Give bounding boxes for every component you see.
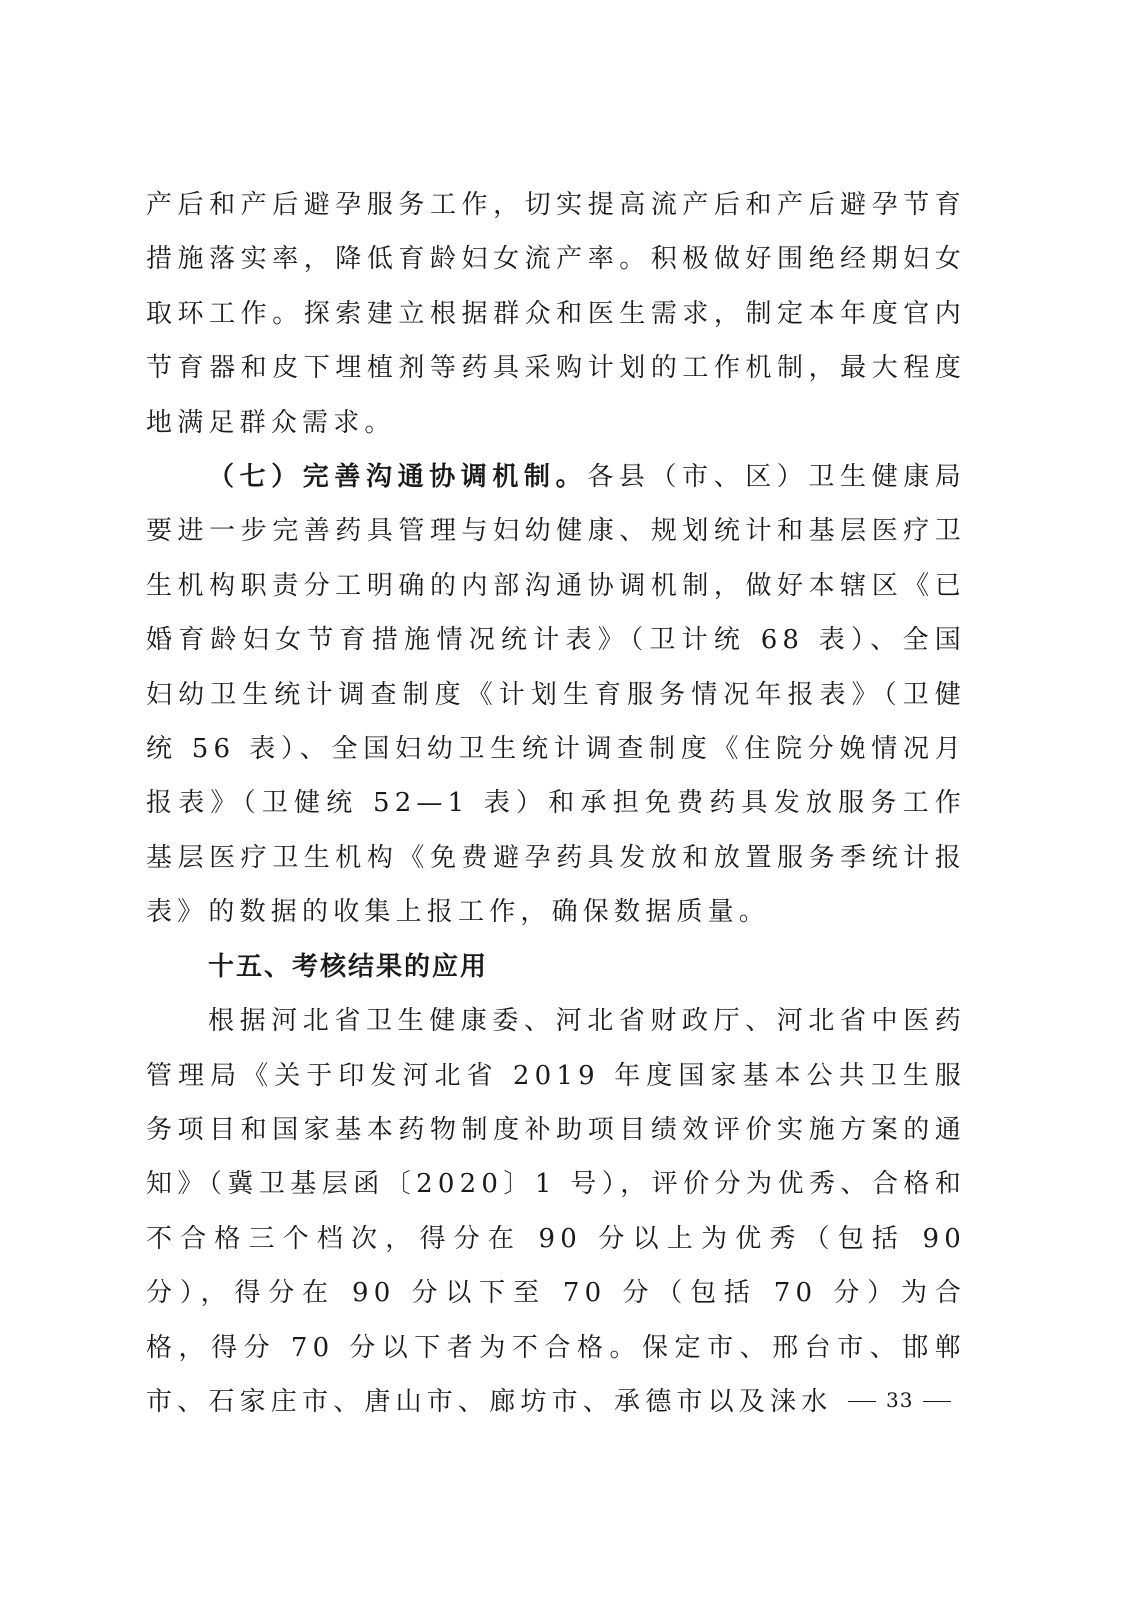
right-dash	[923, 1401, 951, 1403]
left-dash	[848, 1401, 876, 1403]
subsection-body: 各县（市、区）卫生健康局要进一步完善药具管理与妇幼健康、规划统计和基层医疗卫生机构职责分工明确的内部沟通协调机制，做好本辖区《已婚育龄妇女节育措施情况统计表》（卫计统 68 表）、全国妇幼卫生统计调查制度《计划生育服务情况年报表》（卫健统 56 表）、全国妇幼卫生统计调查制度《住院分娩情况月报表》（卫健统 52—1 表）和承担免费药具发放服务工作基层医疗卫生机构《免费避孕药具发放和放置服务季统计报表》的数据的收集上报工作，确保数据质量。	[146, 462, 966, 928]
subsection-title: （七）完善沟通协调机制。	[208, 462, 588, 493]
page-number-footer	[838, 1388, 961, 1412]
paragraph-continuation: 产后和产后避孕服务工作，切实提高流产后和产后避孕节育措施落实率，降低育龄妇女流产率。积极做好围绝经期妇女取环工作。探索建立根据群众和医生需求，制定本年度官内节育器和皮下埋植剂等药具采购计划的工作机制，最大程度地满足群众需求。	[146, 190, 966, 438]
page-number: 33	[886, 1388, 914, 1412]
paragraph-assessment-results: 根据河北省卫生健康委、河北省财政厅、河北省中医药管理局《关于印发河北省 2019 年度国家基本公共卫生服务项目和国家基本药物制度补助项目绩效评价实施方案的通知》（冀卫基层函〔2020〕1 号），评价分为优秀、合格和不合格三个档次，得分在 90 分以上为优秀（包括 90 分），得分在 90 分以下至 70 分（包括 70 分）为合格，得分 70 分以下者为不合格。保定市、邢台市、邯郸市、石家庄市、唐山市、廊坊市、承德市以及涞水	[146, 1006, 966, 1417]
section-heading: 十五、考核结果的应用	[208, 951, 489, 982]
body-text	[146, 178, 966, 1429]
paragraph-communication-mechanism	[146, 450, 966, 940]
